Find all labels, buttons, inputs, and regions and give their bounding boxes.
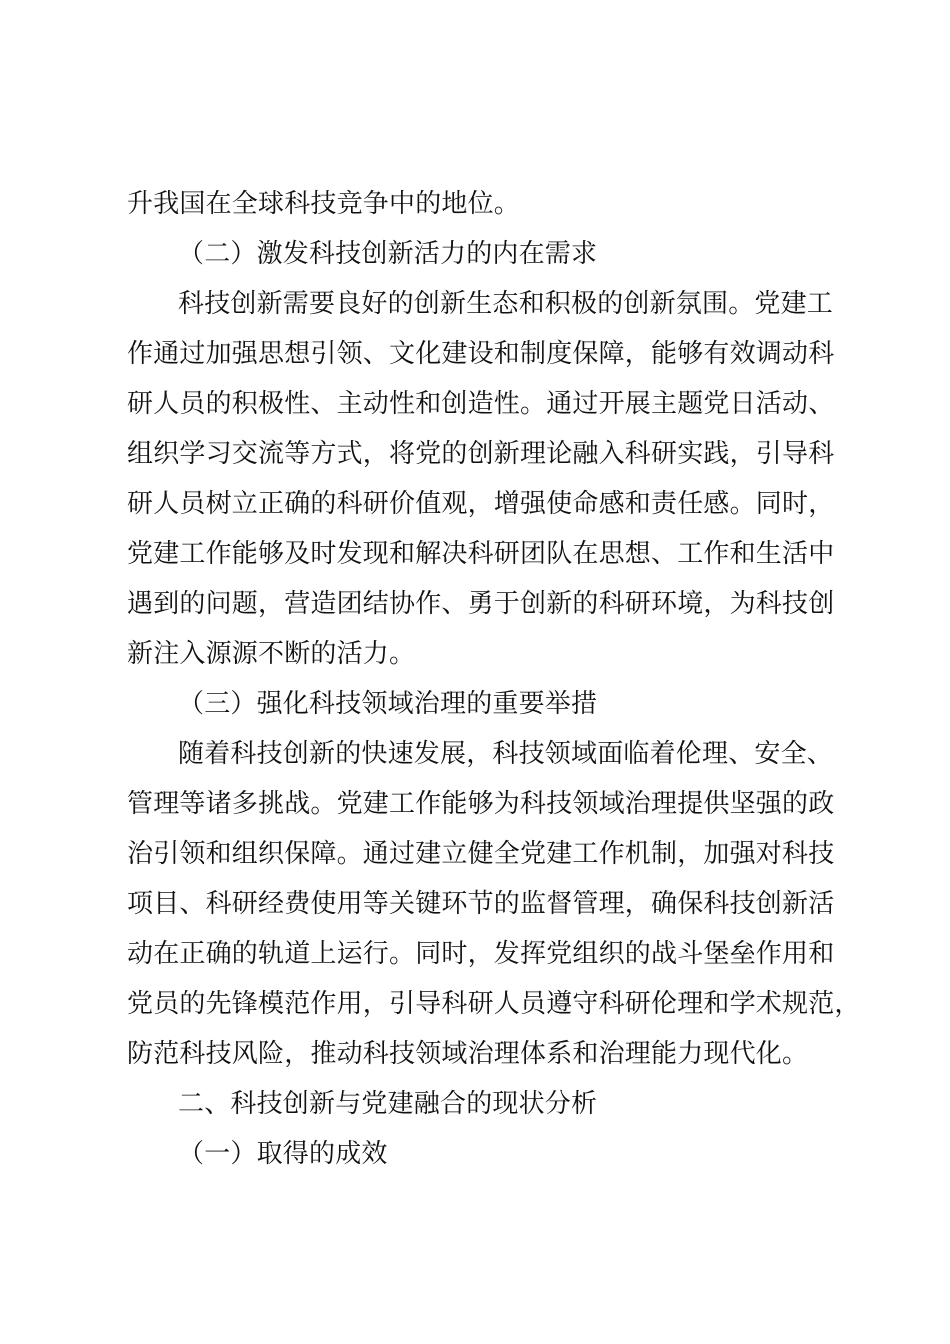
paragraph-line: 党员的先锋模范作用，引导科研人员遵守科研伦理和学术规范， bbox=[127, 989, 861, 1019]
paragraph-line: 党建工作能够及时发现和解决科研团队在思想、工作和生活中 bbox=[127, 539, 835, 569]
paragraph-line: 升我国在全球科技竞争中的地位。 bbox=[127, 189, 521, 219]
paragraph-line: 治引领和组织保障。通过建立健全党建工作机制，加强对科技 bbox=[127, 839, 835, 869]
paragraph-line: 新注入源源不断的活力。 bbox=[127, 639, 416, 669]
paragraph-line: 遇到的问题，营造团结协作、勇于创新的科研环境，为科技创 bbox=[127, 589, 835, 619]
section-heading: （三）强化科技领域治理的重要举措 bbox=[178, 689, 598, 719]
paragraph-line: 随着科技创新的快速发展，科技领域面临着伦理、安全、 bbox=[178, 739, 834, 769]
paragraph-line: 研人员树立正确的科研价值观，增强使命感和责任感。同时， bbox=[127, 489, 835, 519]
paragraph-line: 项目、科研经费使用等关键环节的监督管理，确保科技创新活 bbox=[127, 889, 835, 919]
paragraph-line: 作通过加强思想引领、文化建设和制度保障，能够有效调动科 bbox=[127, 339, 835, 369]
section-heading: （二）激发科技创新活力的内在需求 bbox=[178, 239, 598, 269]
paragraph-line: 防范科技风险，推动科技领域治理体系和治理能力现代化。 bbox=[127, 1039, 809, 1069]
paragraph-line: 科技创新需要良好的创新生态和积极的创新氛围。党建工 bbox=[178, 289, 834, 319]
section-heading: （一）取得的成效 bbox=[178, 1139, 388, 1169]
paragraph-line: 组织学习交流等方式，将党的创新理论融入科研实践，引导科 bbox=[127, 439, 835, 469]
paragraph-line: 动在正确的轨道上运行。同时，发挥党组织的战斗堡垒作用和 bbox=[127, 939, 835, 969]
paragraph-line: 管理等诸多挑战。党建工作能够为科技领域治理提供坚强的政 bbox=[127, 789, 835, 819]
chapter-heading: 二、科技创新与党建融合的现状分析 bbox=[178, 1089, 598, 1119]
paragraph-line: 研人员的积极性、主动性和创造性。通过开展主题党日活动、 bbox=[127, 389, 835, 419]
